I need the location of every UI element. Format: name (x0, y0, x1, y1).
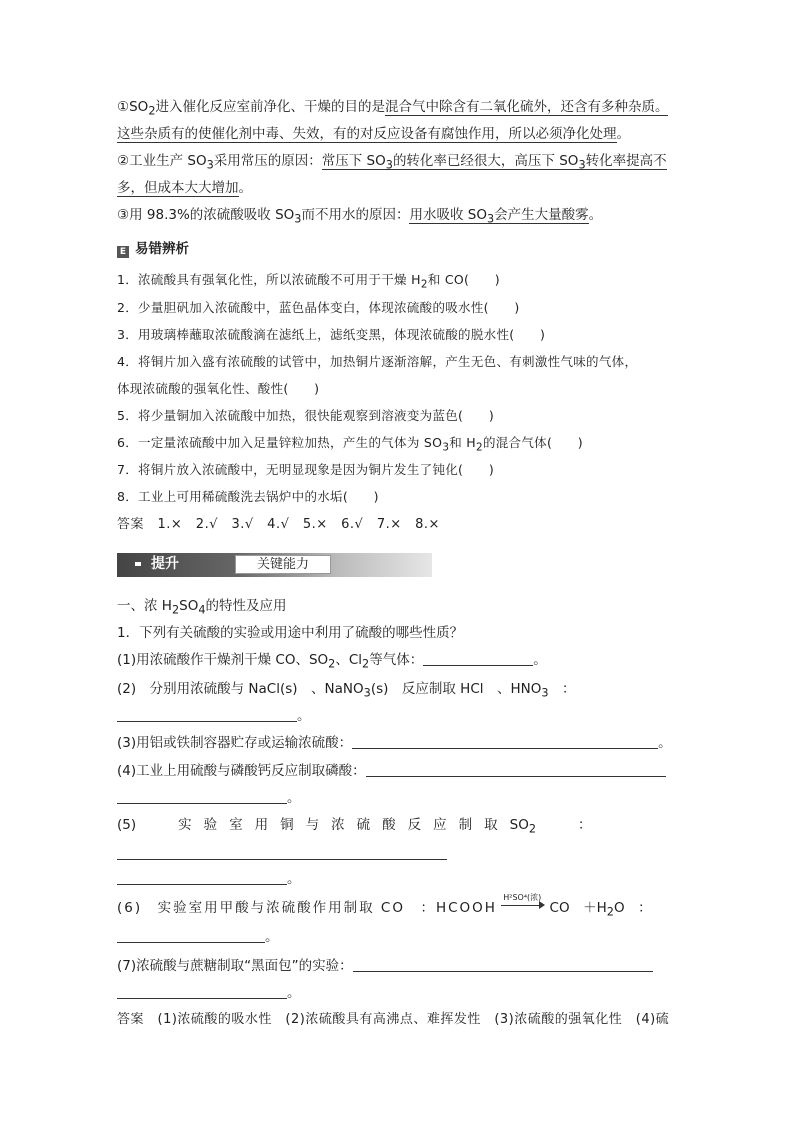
question-1-1 (117, 650, 547, 675)
subscript: 2 (362, 657, 370, 671)
text: ： (548, 681, 576, 697)
text: 的转化率已经很大，高压下 SO (392, 153, 579, 169)
section-title: 易错辨析 (135, 241, 189, 257)
banner-label-right: 关键能力 (235, 555, 331, 574)
text: 。 (287, 871, 301, 887)
question-1-7 (117, 956, 653, 976)
item-6 (117, 433, 583, 458)
underlined-answer: 多，但成本大大增加 (117, 180, 239, 196)
question-1-3 (117, 733, 672, 753)
text: (4)工业上用硫酸与磷酸钙反应制取磷酸： (117, 763, 366, 779)
subscript: 2 (171, 603, 180, 617)
question-1-5 (117, 815, 592, 840)
text: 采用常压的原因： (213, 153, 322, 169)
subscript: 2 (606, 905, 614, 919)
underlined-answer (409, 207, 588, 224)
subscript: 3 (206, 158, 214, 172)
text: 。 (297, 708, 311, 724)
subscript: 3 (294, 212, 302, 226)
answer-blank-6[interactable] (117, 928, 265, 943)
text: 转化率提高不 (585, 153, 667, 169)
question-1-2 (117, 679, 576, 704)
question-1-6-blank-line (117, 927, 279, 947)
answer-blank-7a[interactable] (353, 957, 653, 972)
underlined-answer: 混合气中除含有二氧化硫外，还含有多种杂质。 (384, 99, 669, 115)
subscript: 3 (385, 158, 393, 172)
reaction-arrow-icon (501, 893, 545, 912)
subscript: 2 (420, 278, 428, 291)
text: SO (509, 817, 529, 833)
text: 实验室用铜与浓硫酸反应制取 (178, 817, 510, 833)
answer-blank-4b[interactable] (117, 789, 287, 804)
text: 的特性及应用 (205, 598, 287, 614)
text: ①SO (117, 99, 149, 115)
text: 、Cl (335, 652, 363, 668)
text: ③用 98.3%的浓硫酸吸收 SO (117, 207, 295, 223)
text: O ： (613, 900, 652, 916)
text: (6) 实验室用甲酸与浓硫酸作用制取 CO ：HCOOH (117, 900, 497, 916)
text: (3)用铝或铁制容器贮存或运输浓硫酸： (117, 735, 353, 751)
item-1 (117, 270, 500, 295)
item-8: 8．工业上可用稀硫酸洗去锅炉中的水垢( ) (117, 489, 379, 504)
text: 用水吸收 SO (409, 207, 487, 223)
answer-1: 答案 1.× 2.√ 3.√ 4.√ 5.× 6.√ 7.× 8.× (117, 517, 440, 532)
text: (2) 分别用浓硫酸与 NaCl(s) 、NaNO (117, 681, 364, 697)
question-1-7-blank-line (117, 983, 301, 1003)
text: 6．一定量浓硫酸中加入足量锌粒加热，产生的气体为 SO (117, 435, 443, 450)
question-1-5-blank-line1 (117, 844, 447, 864)
answer-blank-5a[interactable] (117, 845, 447, 860)
text: 的混合气体( ) (482, 435, 583, 450)
subscript: 3 (486, 212, 495, 226)
text: 会产生大量酸雾 (494, 207, 589, 223)
text: 。 (287, 790, 301, 806)
text: ②工业生产 SO (117, 153, 207, 169)
para2-line2 (117, 178, 252, 198)
question-1-4 (117, 761, 666, 781)
text: (1)用浓硫酸作干燥剂干燥 CO、SO (117, 652, 329, 668)
section-banner (117, 553, 432, 577)
text: 。 (533, 652, 547, 668)
item-4-line2: 体现浓硫酸的强氧化性、酸性( ) (117, 381, 320, 396)
banner-label-left (117, 553, 235, 575)
answer-2: 答案 (1)浓硫酸的吸水性 (2)浓硫酸具有高沸点、难挥发性 (3)浓硫酸的强氧化性 (4)硫 (117, 1012, 670, 1027)
square-bullet-icon (135, 562, 141, 566)
text: (5) (117, 817, 137, 833)
text: 等气体： (369, 652, 424, 668)
text: 。 (658, 735, 672, 751)
item-3: 3．用玻璃棒蘸取浓硫酸滴在滤纸上，滤纸变黑，体现浓硫酸的脱水性( ) (117, 327, 546, 342)
subscript: 3 (578, 158, 586, 172)
subscript: 4 (198, 603, 206, 617)
para1-line1 (117, 97, 668, 122)
text: ： (578, 817, 592, 833)
section-heading (117, 239, 189, 259)
question-1-4-blank-line (117, 788, 301, 808)
text: 常压下 SO (321, 153, 386, 169)
text: 。 (265, 929, 279, 945)
subscript: 3 (442, 441, 450, 454)
text: (s) 反应制取 HCl 、HNO (370, 681, 542, 697)
text: 。 (238, 180, 252, 196)
item-7: 7．将铜片放入浓硫酸中，无明显现象是因为铜片发生了钝化( ) (117, 462, 495, 477)
text: CO ＋H (549, 900, 607, 916)
subscript: 3 (363, 686, 371, 700)
text: (7)浓硫酸与蔗糖制取“黑面包”的实验： (117, 958, 353, 974)
answer-blank-7b[interactable] (117, 984, 287, 999)
para3-line (117, 205, 602, 230)
question-1-2-blank-line (117, 706, 311, 726)
text: 而不用水的原因： (301, 207, 410, 223)
answer-blank-2[interactable] (117, 707, 297, 722)
question-1-5-blank-line2 (117, 869, 301, 889)
subscript: 2 (148, 104, 156, 118)
para2-line1 (117, 151, 667, 176)
underlined-answer: 这些杂质有的使催化剂中毒、失效，有的对反应设备有腐蚀作用，所以必须净化处理 (117, 126, 617, 142)
item-2: 2．少量胆矾加入浓硫酸中，蓝色晶体变白，体现浓硫酸的吸水性( ) (117, 300, 520, 315)
answer-blank-4a[interactable] (366, 762, 666, 777)
subscript: 2 (328, 657, 336, 671)
text: 。 (588, 207, 603, 223)
text: 提升 (151, 556, 179, 572)
para1-line2 (117, 124, 630, 144)
text: 一、浓 H (117, 598, 172, 614)
text: SO (179, 598, 199, 614)
text: 和 H (449, 435, 477, 450)
text: 1．浓硫酸具有强氧化性，所以浓硫酸不可用于干燥 H (117, 272, 421, 287)
topic-heading (117, 596, 287, 621)
answer-blank-5b[interactable] (117, 870, 287, 885)
subscript: 2 (476, 441, 483, 454)
text: 。 (287, 985, 301, 1001)
section-badge-icon: E (117, 246, 129, 258)
question-1: 1．下列有关硫酸的实验或用途中利用了硫酸的哪些性质？ (117, 625, 464, 641)
text: 和 CO( ) (427, 272, 500, 287)
subscript: 3 (541, 686, 549, 700)
reaction-condition: H²SO⁴(浓) (503, 893, 542, 902)
text: 进入催化反应室前净化、干燥的目的是 (155, 99, 385, 115)
item-4-line1: 4．将铜片加入盛有浓硫酸的试管中，加热铜片逐渐溶解，产生无色、有刺激性气味的气体， (117, 354, 638, 369)
underlined-answer (322, 153, 667, 170)
text: 。 (616, 126, 630, 142)
answer-blank-3[interactable] (352, 734, 658, 749)
question-1-6 (117, 893, 652, 923)
item-5: 5．将少量铜加入浓硫酸中加热，很快能观察到溶液变为蓝色( ) (117, 408, 495, 423)
answer-blank-1[interactable] (423, 651, 533, 666)
subscript: 2 (528, 822, 536, 836)
